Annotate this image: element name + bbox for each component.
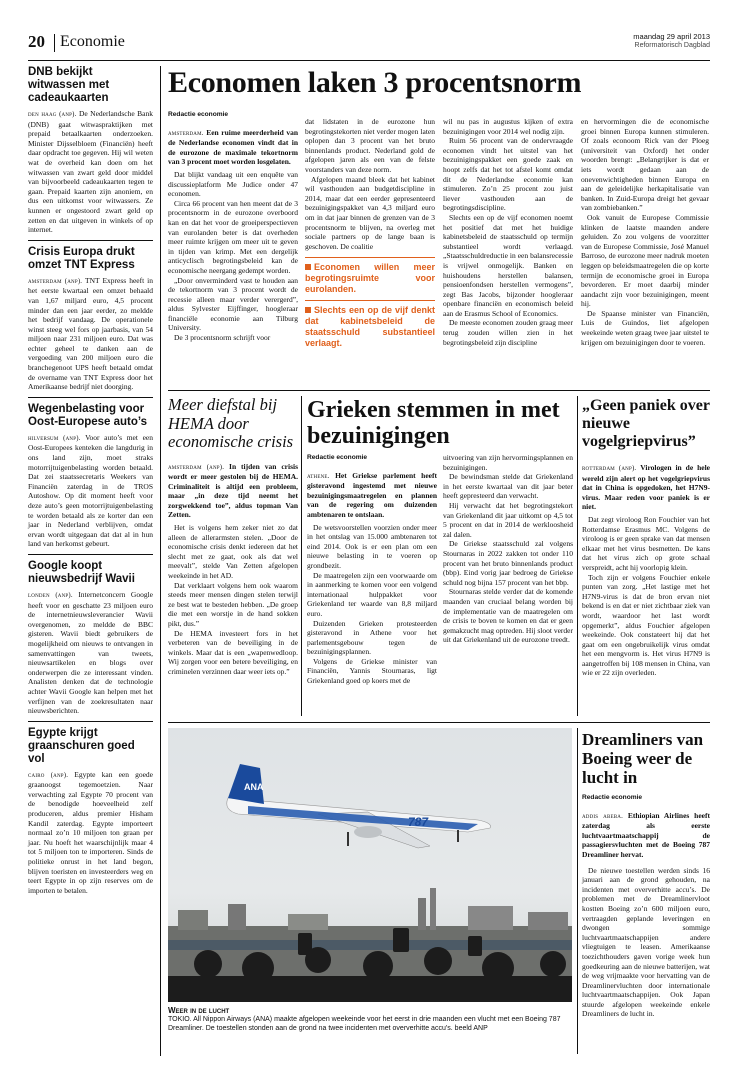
- paragraph: Ruim 56 procent van de ondervraagde economen vindt het uitstel van het bezuinigingspakket een goede zaak en hoopt zelfs dat het tot afstel komt omdat dit de Nederlandse economie kan stimuleren. Zo’n 25 procent zou juist liever vasthouden aan de begrotingsdiscipline.: [443, 136, 573, 213]
- paragraph: Stournaras stelde verder dat de komende maanden van cruciaal belang worden bij de implementatie van de maatregelen om de crisis te boven te komen en dat er geen gemakzucht mag optreden. Hij sloot verder uit dat Griekenland uit de eurozone treedt.: [443, 587, 573, 645]
- lead-text: Een ruime meerderheid van de Nederlandse economen vindt dat in de eurozone de maximale tekortnorm van 3 procent moet worden losgelaten.: [168, 127, 298, 167]
- dateline: rotterdam (anp).: [582, 465, 637, 472]
- dateline: addis abeba.: [582, 812, 623, 820]
- main-column-3: [443, 117, 573, 347]
- section-rule: [168, 390, 710, 391]
- byline: Redactie economie: [168, 111, 229, 118]
- paragraph: Dat verklaart volgens hem ook waarom steeds meer mensen dingen stelen terwijl ze best wat te besteden hebben. „De groep die met een worstje in de hand sokken pikt, dus.”: [168, 580, 298, 628]
- grieken-column-2: [443, 453, 573, 645]
- paragraph: De Spaanse minister van Financiën, Luis de Guindos, liet afgelopen weekeinde weten graag twee jaar uitstel te krijgen om bezuinigingen door te voeren.: [581, 308, 709, 347]
- byline: Redactie economie: [582, 794, 643, 801]
- paragraph: uitvoering van zijn hervormingsplannen en bezuinigingen.: [443, 453, 573, 472]
- section-title: Economie: [60, 33, 125, 50]
- section-rule: [168, 722, 710, 723]
- sidebar-text: Voor auto’s met een Oost-Europees kenteken die langdurig in ons land zijn, moet straks motorrijtuigenbelasting worden betaald. Dat zei staatssecretaris Weekers van Financiën zaterdag in de TROS Autoshow. Op dit moment heeft voor deze auto’s geen motorrijtuigenbelasting te worden betaald als ze korter dan een jaar in Nederland verblijven, omdat ervan wordt uitgegaan dat dat al in hun land van herkomst gebeurt.: [28, 432, 153, 549]
- header-divider: [54, 34, 55, 52]
- divider: [28, 240, 153, 241]
- paragraph: Duizenden Grieken protesteerden gisteravond in Athene voor het parlementsgebouw tegen de bezuinigingsplannen.: [307, 618, 437, 657]
- sidebar-headline: Google koopt nieuwsbedrijf Wavii: [28, 559, 135, 585]
- sidebar-headline: DNB bekijkt witwassen met cadeaukaarten: [28, 66, 110, 104]
- sidebar-item-egypte: [28, 727, 153, 896]
- hema-article: [168, 396, 298, 677]
- paragraph: „Door onverminderd vast te houden aan de tekortnorm van 3 procent wordt de recessie alleen maar verder verergerd”, aldus Sylvester Eijffinger, hoogleraar financiële economie aan Tilburg University.: [168, 275, 298, 333]
- sidebar-headline: Wegenbelasting voor Oost-Europese auto’s: [28, 402, 148, 428]
- airplane-icon: [227, 764, 491, 848]
- byline: Redactie economie: [307, 454, 368, 461]
- dateline: amsterdam (anp).: [28, 277, 83, 285]
- paragraph: De nieuwe toestellen werden sinds 16 januari aan de grond gehouden, na incidenten met oververhitte accu’s. De problemen met de Dreamlinervloot kostten Boeing zo’n 600 miljoen euro, vertraagden geplande leveringen en dwongen sommige luchtvaartmaatschappijen andere vliegtuigen te leasen. Amerikaanse toezichthouders gaven vorige week hun goedkeuring aan de nieuwe batterijen, wat de weg vrijmaakte voor hervatting van de Dreamlinervluchten door internationale luchtvaartmaatschappijen. Ook Japan stuurde afgelopen weekeinde enkele Dreamliners de lucht in.: [582, 865, 710, 1019]
- grieken-column-1: [307, 453, 437, 686]
- sidebar-headline: Egypte krijgt graanschuren goed vol: [28, 726, 135, 765]
- sidebar-text: Egypte kan een goede graanoogst tegemoetzien. Naar verwachting zal Egypte 70 procent van de benodigde hoeveelheid zelf produceren, aldus premier Hisham Kandil zaterdag. Egypte importeert normaal zo’n 10 miljoen ton graan per jaar. Nu hoeft het waarschijnlijk maar 4 tot 5 miljoen ton te importeren. Sinds de politieke onrust in het land begon, blijven toeristen en investeerders weg en teert Egypte in op zijn reserves om de importen te betalen.: [28, 769, 154, 895]
- paragraph: Het is volgens hem zeker niet zo dat alleen de allerarmsten stelen. „Door de economische crisis denkt iedereen dat het slecht met ze gaat, ook als dat wel meevalt”, stelde Van Zetten afgelopen weekeinde in het AD.: [168, 523, 298, 581]
- paragraph: Volgens de Griekse minister van Financiën, Yannis Stournaras, ligt Griekenland goed op koers met de: [307, 656, 437, 686]
- paragraph: De bewindsman stelde dat Griekenland in het eerste kwartaal van dit jaar beter heeft gepresteerd dan verwacht.: [443, 472, 573, 501]
- column-rule: [577, 396, 578, 716]
- photo-credit: beeld ANP: [454, 1025, 488, 1032]
- dateline: amsterdam.: [168, 129, 204, 137]
- divider: [28, 397, 153, 398]
- dateline: cairo (anp).: [28, 771, 69, 779]
- page-header: [28, 30, 718, 60]
- dreamliner-article: [582, 730, 710, 1019]
- caption-text: TOKIO. All Nippon Airways (ANA) maakte afgelopen weekeinde voor het eerst in drie maanden een vlucht met een Boeing 787 Dreamliner. De toestellen stonden aan de grond na twee incidenten met oververhitte accu’s.: [168, 1016, 561, 1032]
- divider: [28, 554, 153, 555]
- divider: [28, 721, 153, 722]
- main-headline: Economen laken 3 procentsnorm: [168, 66, 582, 99]
- pull-quote-2: Slechts een op de vijf denkt dat kabinetsbeleid de staatsschuld substantieel verlaagt.: [305, 305, 435, 349]
- sidebar-headline: Crisis Europa drukt omzet TNT Express: [28, 245, 135, 271]
- paper-name: Reformatorisch Dagblad: [634, 42, 710, 49]
- lead-text: Het Griekse parlement heeft gisteravond ingestemd met nieuwe bezuinigingsmaatregelen en plannen van de regering om duizenden ambtenaren te ontslaan.: [307, 470, 437, 519]
- paragraph: Dat blijkt vandaag uit een enquête van discussieplatform Me Judice onder 47 economen.: [168, 169, 298, 199]
- paragraph: Toch zijn er volgens Fouchier enkele punten van zorg. „Het lastige met het H7N9-virus is dat de bron ervan niet bekend is en dat er niet zichtbaar ziek van wordt, waardoor het last wordt opgemerkt”, aldus Fouchier afgelopen weekeinde. Ook constateert hij dat het gaat om een ongebruikelijk virus omdat het een mengvorm is. Het virus H7N9 is aangetroffen bij 108 mensen in China, van wie er 22 zijn overleden.: [582, 572, 710, 678]
- header-rule: [28, 60, 710, 61]
- paragraph: De maatregelen zijn een voorwaarde om in aanmerking te komen voor een volgend internationaal hulppakket voor Griekenland ter waarde van 8,8 miljard euro.: [307, 570, 437, 618]
- pull-quote-1: Economen willen meer begrotingsruimte voor eurolanden.: [305, 262, 435, 295]
- sidebar-item-wegenbelasting: [28, 403, 153, 549]
- main-column-2: [305, 117, 435, 349]
- dreamliner-headline: Dreamliners van Boeing weer de lucht in: [582, 730, 704, 787]
- dateline: londen (anp).: [28, 591, 73, 599]
- sidebar-item-tnt: [28, 246, 153, 392]
- paragraph: dat lidstaten in de eurozone hun begrotingstekorten niet verder mogen laten oplopen dan 3 procent van het bruto binnenlands product. Nederland gold de afgelopen jaren als een van de felste voorstanders van deze norm.: [305, 117, 435, 174]
- paragraph: Circa 66 procent van hen meent dat de 3 procentsnorm in de eurozone overboord kan en dat het voor de groeiperspectieven van eurolanden beter is dat overheden meer ruimte krijgen om meer uit te geven in tijden van krimp. Met een dergelijk anticyclisch begrotingsbeleid kan de economische neergang gedempt worden.: [168, 198, 298, 275]
- lead-text: Virologen in de hele wereld zijn alert op het vogelgriepvirus dat in China is opgedoken, het H7N9-virus. Maar reden voor paniek is er niet.: [582, 463, 711, 512]
- sidebar-text: TNT Express heeft in het eerste kwartaal een omzet behaald van 1,67 miljard euro, 4,5 procent minder dan een jaar eerder, zo meldde het bedrijf vandaag. De operationele winst steeg wel fors op jaarbasis, van 54 miljoen naar 231 miljoen euro. Dat was echter geheel te danken aan de vergoeding van 200 miljoen euro die branchegenoot UPS heeft betaald omdat de overname van TNT Express door het Amerikaanse bedrijf niet doorging.: [28, 275, 154, 392]
- header-date: maandag 29 april 2013: [633, 32, 710, 41]
- paragraph: Ook vanuit de Europese Commissie klinken de laatste maanden andere geluiden. Zo zou volgens de voorzitter van de Europese Commissie, José Manuel Barroso, de eurozone meer nadruk moeten leggen op beleidsmaatregelen die op korte termijn de economische groei in Europa bevorderen. Er moet daarbij minder aandacht zijn voor bezuinigingen, meent hij.: [581, 212, 709, 309]
- photo-label: Weer in de lucht: [168, 1006, 230, 1015]
- vogelgriep-article: [582, 397, 710, 678]
- dateline: amsterdam (anp).: [168, 463, 225, 471]
- vogelgriep-headline: „Geen paniek over nieuwe vogelgriepvirus”: [582, 397, 710, 450]
- grieken-headline: Grieken stemmen in met bezuinigingen: [307, 397, 560, 449]
- paragraph: De Griekse staatsschuld zal volgens Stournaras in 2022 zakken tot onder 110 procent van het bruto binnenlands product (bbp). Eind vorig jaar bedroeg de Griekse schuld nog bijna 157 procent van het bbp.: [443, 539, 573, 587]
- news-photo: [168, 728, 572, 1002]
- quote-rule: [305, 257, 435, 258]
- paragraph: wil nu pas in augustus kijken of extra bezuinigingen voor 2014 wel nodig zijn.: [443, 117, 573, 136]
- lead-text: Ethiopian Airlines heeft zaterdag als eerste luchtvaartmaatschappij de passagiersvluchten met de Boeing 787 Dreamliner hervat.: [582, 810, 710, 859]
- livery-text: ANA: [244, 782, 264, 792]
- dateline: den haag (anp).: [28, 111, 77, 118]
- column-rule: [577, 728, 578, 1054]
- quote-rule: [305, 300, 435, 301]
- main-column-1: [168, 106, 298, 343]
- sidebar-item-google: [28, 560, 153, 716]
- photo-caption: [168, 1006, 572, 1033]
- paragraph: Afgelopen maand bleek dat het kabinet wil vasthouden aan budgetdiscipline in 2014, maar dat een eerder gepresenteerd bezuinigingspakket van 4,3 miljard euro om in dat jaar binnen de grenzen van de 3 procentsnorm te blijven, na overleg met sociale partners op de lange baan is geschoven. De coalitie: [305, 174, 435, 251]
- paragraph: Hij verwacht dat het begrotingstekort van Griekenland dit jaar uitkomt op 4,5 tot 5 procent en dat in 2014 de werkloosheid zal dalen.: [443, 500, 573, 539]
- lead-text: In tijden van crisis wordt er meer gestolen bij de HEMA. Criminaliteit is altijd een probleem, maar „in deze tijd neemt het zorgwekkend toe”, aldus topman Van Zetten.: [168, 461, 298, 520]
- tail-number-text: 787: [408, 815, 429, 829]
- sidebar-vertical-rule: [160, 66, 161, 1056]
- paragraph: en hervormingen die de economische groei binnen Europa kunnen stimuleren. Of zoals econoom Rick van der Ploeg (universiteit van Oxford) het onder woorden brengt: „Belangrijker is dat er iets wordt gedaan aan de onevenwichtigheden binnen Europa en aan de geleidelijke herkapitalisatie van banken. In Zuid-Europa dreigt het gevaar van zombiebanken.”: [581, 117, 709, 213]
- paragraph: De meeste economen zouden graag meer terug zouden willen zien in het begrotingsbeleid zijn discipline: [443, 318, 573, 347]
- main-column-4: [581, 117, 709, 347]
- sidebar-text: Internetconcern Google heeft voor en geschatte 23 miljoen euro de internetnieuwsleverancier Wavii overgenomen, zo meldde de BBC gisteren. Wavii biedt gebruikers de mogelijkheid om nieuws te ontvangen in samenvattingen van tweets, nieuwsartikelen en blogs over onderwerpen die ze interessant vinden. Analisten denken dat de technologie achter Wavii Google kan helpen met het verfijnen van de zoekresultaten naar nieuwsberichten.: [28, 589, 153, 716]
- hema-headline: Meer diefstal bij HEMA door economische crisis: [168, 395, 294, 451]
- page-number: 20: [28, 32, 45, 51]
- sidebar-text: De Nederlandsche Bank (DNB) gaat witwaspraktijken met prepaid betaalkaarten onderzoeken. Minister Dijsselbloem (Financiën) heeft daar opdracht toe gegeven. Hij wil weten wat de overheid kan doen om het witwassen van zwart geld door middel van bijvoorbeeld cadeaukaarten tegen te gaan. Prepaid kaarten zijn anoniem, en dus een uitkomst voor witwassers. Ze kunnen er ongestoord zwart geld op zetten en dat uitgeven in winkels of op internet.: [28, 109, 153, 235]
- dateline: hilversum (anp).: [28, 434, 81, 442]
- dreamliner-photo-illustration: [168, 728, 572, 1002]
- paragraph: De HEMA investeert fors in het verbeteren van de beveiliging in de winkels. Maar dat is een „wapenwedloop. Wij zorgen voor een betere beveiliging, en criminelen verzinnen daar weer iets op.”: [168, 628, 298, 676]
- dateline: athene.: [307, 472, 330, 480]
- news-sidebar: [28, 66, 153, 895]
- paragraph: De wetsvoorstellen voorzien onder meer in het ontslag van 15.000 ambtenaren tot eind 2014. Ook is er een plan om een nieuwe belasting in te voeren op grondbezit.: [307, 522, 437, 570]
- sidebar-item-dnb: [28, 66, 153, 235]
- paragraph: De 3 procentsnorm schrijft voor: [174, 333, 271, 343]
- paragraph: Slechts een op de vijf economen noemt het positief dat met het huidige kabinetsbeleid de staatsschuld op termijn substantieel wordt verlaagd. „Staatsschuldreductie in een balansrecessie is vrijwel onmogelijk. Banken en huishoudens herstellen balansen, pensioenfondsen herstellen vermogens”, zegt Bas Jacobs, bijzonder hoogleraar openbare financiën en economisch beleid aan de Erasmus School of Economics.: [443, 212, 573, 318]
- column-rule: [301, 396, 302, 716]
- paragraph: Dat zegt viroloog Ron Fouchier van het Rotterdamse Erasmus MC. Volgens de viroloog is er geen sprake van dat mensen elkaar met het virus besmetten. De kans dat het virus zich op grote schaal verspreidt, acht hij voorlopig klein.: [582, 514, 710, 572]
